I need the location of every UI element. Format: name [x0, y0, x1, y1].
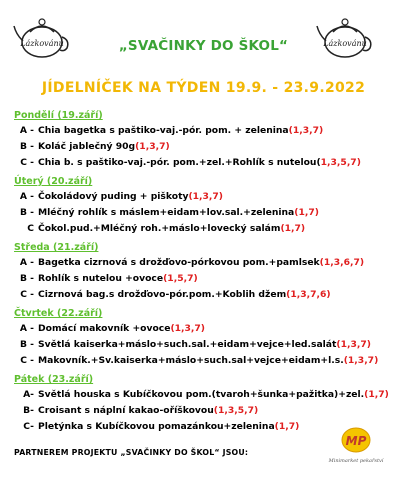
item-code: B -: [19, 273, 34, 284]
item-allergens: (1,7): [274, 421, 300, 432]
item-text: Čokol.pud.+Mléčný roh.+máslo+lovecký salám: [38, 223, 281, 234]
item-allergens: (1,7): [364, 389, 389, 400]
item-code: A -: [19, 191, 34, 202]
menu-item: [14, 155, 406, 171]
item-code: B -: [19, 207, 34, 218]
menu-item: [14, 337, 406, 353]
day-tuesday: [14, 174, 406, 237]
item-code: B-: [23, 405, 34, 416]
project-title: „SVAČINKY DO ŠKOL“: [118, 38, 289, 54]
item-code: C: [27, 223, 34, 234]
item-text: Světlá kaiserka+máslo+such.sal.+eidam+vejce+led.salát: [38, 339, 337, 350]
item-text: Koláč jablečný 90g: [38, 141, 136, 152]
day-heading: Úterý (20.září): [14, 176, 93, 187]
mp-partner-logo: [328, 418, 384, 476]
item-code: C -: [20, 157, 34, 168]
teapot-logo-left: [12, 12, 72, 62]
item-text: Makovník.+Sv.kaiserka+máslo+such.sal+vejce+eidam+l.s.: [38, 355, 344, 366]
partners-footer: PARTNEREM PROJEKTU „SVAČINKY DO ŠKOL“ JSOU:: [14, 448, 249, 457]
item-allergens: (1,3,6,7): [319, 257, 365, 268]
menu-item: [14, 321, 406, 337]
menu-item: [14, 123, 406, 139]
item-allergens: (1,3,7): [343, 355, 379, 366]
menu-item: [14, 403, 406, 419]
menu-item: [14, 139, 406, 155]
item-allergens: (1,3,7): [288, 125, 324, 136]
item-allergens: (1,7): [280, 223, 306, 234]
item-allergens: (1,7): [294, 207, 319, 218]
item-allergens: (1,3,7,6): [286, 289, 331, 300]
day-heading: Pondělí (19.září): [14, 110, 103, 121]
menu-item: [14, 205, 406, 221]
item-code: A -: [19, 257, 34, 268]
day-heading: Středa (21.září): [14, 242, 99, 253]
item-code: B -: [19, 339, 34, 350]
item-code: A -: [19, 323, 34, 334]
item-allergens: (1,3,5,7): [213, 405, 259, 416]
item-text: Mléčný rohlík s máslem+eidam+lov.sal.+zelenina: [38, 207, 295, 218]
day-wednesday: [14, 240, 406, 303]
day-heading: Čtvrtek (22.září): [14, 308, 103, 319]
item-text: Domácí makovník +ovoce: [38, 323, 171, 334]
teapot-logo-right: [315, 12, 375, 62]
menu-item: [14, 353, 406, 369]
svg-text:Lázkovánu: Lázkovánu: [20, 39, 64, 48]
item-text: Pletýnka s Kubíčkovou pomazánkou+zelenina: [38, 421, 275, 432]
item-text: Čokoládový puding + piškoty: [38, 191, 189, 202]
menu-item: [14, 287, 406, 303]
item-code: A-: [23, 389, 34, 400]
item-code: C -: [20, 289, 34, 300]
days-list: [14, 108, 406, 438]
menu-item: [14, 255, 406, 271]
item-allergens: (1,3,7): [336, 339, 371, 350]
item-allergens: (1,3,7): [135, 141, 170, 152]
item-allergens: (1,5,7): [163, 273, 198, 284]
item-text: Cizrnová bag.s drožďovo-pór.pom.+Koblih džem: [38, 289, 287, 300]
day-monday: [14, 108, 406, 171]
item-code: C-: [23, 421, 34, 432]
svg-text:Lázkovánu: Lázkovánu: [323, 39, 367, 48]
menu-item: [14, 271, 406, 287]
item-text: Světlá houska s Kubíčkovou pom.(tvaroh+šunka+pažitka)+zel.: [38, 389, 365, 400]
item-allergens: 1,3,5,7): [320, 157, 361, 168]
item-code: C -: [20, 355, 34, 366]
item-text: Chia bagetka s paštiko-vaj.-pór. pom. + zelenina: [38, 125, 289, 136]
svg-text:Minimarket pekařství: Minimarket pekařství: [328, 458, 384, 464]
svg-text:MP: MP: [345, 434, 367, 448]
day-heading: Pátek (23.září): [14, 374, 94, 385]
item-text: Chia b. s paštiko-vaj.-pór. pom.+zel.+Rohlík s nutelou(: [38, 157, 321, 168]
day-thursday: [14, 306, 406, 369]
item-text: Croisant s náplní kakao-oříškovou: [38, 405, 214, 416]
item-code: A -: [19, 125, 34, 136]
menu-item: [14, 221, 406, 237]
item-allergens: (1,3,7): [170, 323, 205, 334]
item-text: Bagetka cizrnová s drožďovo-pórkovou pom.+pamlsek: [38, 257, 320, 268]
item-code: B -: [19, 141, 34, 152]
week-menu-title: JÍDELNÍČEK NA TÝDEN 19.9. - 23.9.2022: [41, 80, 366, 96]
menu-item: [14, 189, 406, 205]
item-text: Rohlík s nutelou +ovoce: [38, 273, 164, 284]
menu-item: [14, 387, 406, 403]
item-allergens: (1,3,7): [188, 191, 224, 202]
